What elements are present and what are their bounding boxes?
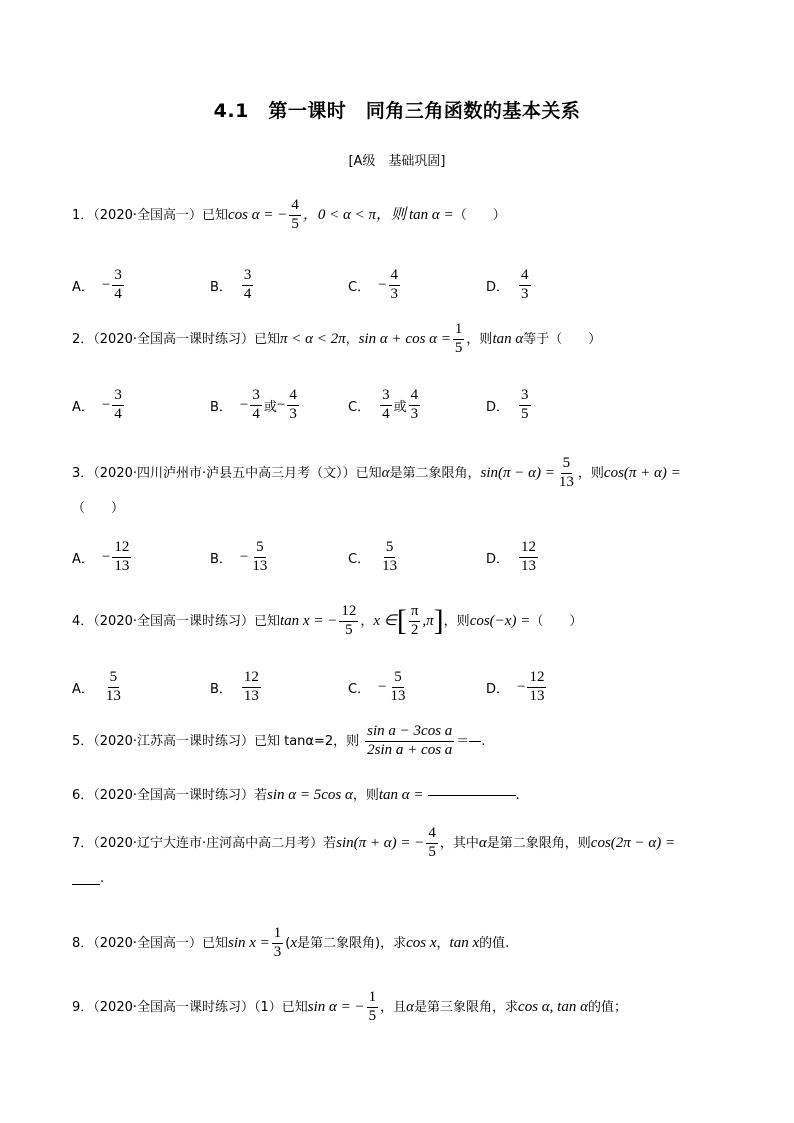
option-a: A． − $\frac{12}{13}$ [72,539,130,574]
question-7-line-2: . [72,872,104,885]
question-9: 9．（2020·全国高一课时练习）（1）已知 sin α = − $\frac{1}{5}$ ，且 α 是第三象限角，求 cos α, tan α 的值； [72,989,627,1024]
page-title: 4.1 第一课时 同角三角函数的基本关系 [213,100,581,122]
answer-blank[interactable] [428,795,516,796]
answer-blank[interactable] [72,884,100,885]
question-6: 6．（2020·全国高一课时练习）若 sin α = 5cos α ，则 tan α = . [72,787,520,803]
question-1-options [72,268,624,303]
option-c: C． − $\frac{5}{13}$ [348,669,406,704]
option-c: C． − $\frac{4}{3}$ [348,267,399,302]
option-c: C． $\frac{3}{4}$ 或 $\frac{4}{3}$ [348,387,419,422]
option-a: A． $\frac{5}{13}$ [72,669,121,704]
answer-blank[interactable] [469,741,481,742]
option-b: B． − $\frac{5}{13}$ [210,539,268,574]
question-3-line-2: （ ） [72,501,125,516]
option-d: D． $\frac{4}{3}$ [486,267,529,302]
option-b: B． $\frac{3}{4}$ [210,267,252,302]
option-d: D． − $\frac{12}{13}$ [486,669,545,704]
question-3-options [72,540,624,575]
question-1: 1．（2020·全国高一）已知 cos α = − $\frac{4}{5}$ ，0 < α < π，则 tan α = （ ） [72,197,506,232]
question-5: 5．（2020·江苏高一课时练习）已知 tanα=2，则 $\frac{\text{sin a − 3cos a}}{\text{2sin a + cos a}}$ ＝ . [72,723,486,758]
question-4: 4．（2020·全国高一课时练习）已知 tan x = − $\frac{12}{5}$ ， x ∈ [ $\frac{\pi}{2}$ ,π ] ，则 cos(−x) = （ ） [72,603,583,638]
option-b: B． $\frac{12}{13}$ [210,669,259,704]
section-subtitle: [A级 基础巩固] [348,154,446,169]
fraction: $\frac{4}{5}$ [291,197,299,232]
question-2: 2．（2020·全国高一课时练习）已知 π < α < 2π ， sin α + cos α = $\frac{1}{5}$ ，则 tan α 等于（ ） [72,321,602,356]
option-c: C． $\frac{5}{13}$ [348,539,398,574]
option-a: A． − $\frac{3}{4}$ [72,267,122,302]
option-d: D． $\frac{12}{13}$ [486,539,537,574]
question-8: 8．（2020·全国高一）已知 sin x = $\frac{1}{3}$ ( x 是第二象限角)，求 cos x ， tan x 的值. [72,925,510,960]
option-a: A． − $\frac{3}{4}$ [72,387,122,422]
question-3: 3．（2020·四川泸州市·泸县五中高三月考（文））已知 α 是第二象限角， sin(π − α) = $\frac{5}{13}$ ，则 cos(π + α) = [72,455,681,490]
option-d: D． $\frac{3}{5}$ [486,387,529,422]
question-4-options [72,670,624,705]
option-b: B． − $\frac{3}{4}$ 或 − $\frac{4}{3}$ [210,387,297,422]
question-7: 7．（2020·辽宁大连市·庄河高中高二月考）若 sin(π + α) = − $\frac{4}{5}$ ，其中 α 是第二象限角，则 cos(2π − α) = [72,825,676,860]
question-2-options [72,388,624,423]
